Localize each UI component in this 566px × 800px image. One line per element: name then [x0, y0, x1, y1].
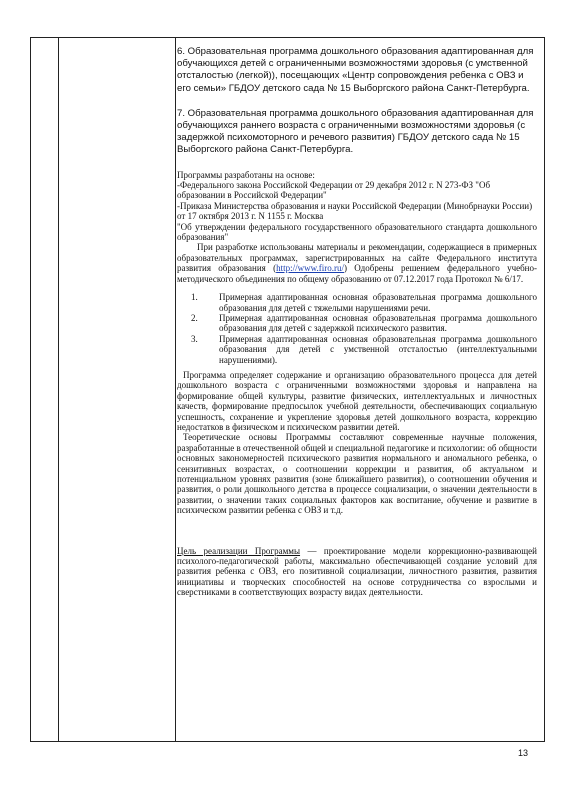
list-item-text: Примерная адаптированная основная образовательная программа дошкольного образования для детей с тяжелыми нарушениями речи. [219, 292, 537, 313]
list-item-text: Примерная адаптированная основная образовательная программа дошкольного образования для детей с задержкой психического развития. [219, 312, 537, 334]
column-divider [58, 38, 59, 741]
programs-list [177, 292, 537, 365]
basis-standard: "Об утверждении федерального государственного образовательного стандарта дошкольного образования" [177, 221, 537, 243]
program-defines-paragraph: Программа определяет содержание и организацию образовательного процесса для детей дошкольного возраста с ограниченными возможностями здоровья и направлена на формирование общей культуры, развитие физических, интеллектуальных и личностных качеств, формирование предпосылок учебной деятельности, обеспечивающих социальную успешность, сохранение и укрепление здоровья детей дошкольного возраста, коррекцию недостатков в физическом и психическом развитии детей. [177, 369, 537, 432]
list-item-number: 3. [191, 333, 198, 344]
basis-law: -Федерального закона Российской Федерации от 29 декабря 2012 г. N 273-ФЗ "Об образовании в Российской Федерации" [177, 180, 491, 201]
list-item [177, 313, 537, 334]
list-item [177, 292, 537, 313]
list-item-text: Примерная адаптированная основная образовательная программа дошкольного образования для детей с умственной отсталостью (интеллектуальными нарушениями). [219, 333, 537, 365]
materials-text-end: ) Одобрены решением федерального учебно-методического объединения по общему образованию от 07.12.2017 года Протокол № 6/17. [177, 263, 537, 284]
program-item-7: 7. Образовательная программа дошкольного образования адаптированная для обучающихся раннего возраста с ограниченными возможностями здоровья (с задержкой психомоторного и речевого развития) ГБДОУ детского сада № 15 Выборгского района Санкт-Петербурга. [177, 107, 534, 156]
list-item [177, 334, 537, 365]
list-item-number: 2. [191, 312, 198, 323]
basis-order: -Приказа Министерства образования и науки Российской Федерации (Минобрнауки России) от 17 октября 2013 г. N 1155 г. Москва [177, 200, 533, 222]
materials-paragraph [177, 242, 537, 284]
program-item-6: 6. Образовательная программа дошкольного образования адаптированная для обучающихся детей с ограниченными возможностями здоровья (с умственной отсталостью (легкой)), посещающих «Центр сопровождения ребенка с ОВЗ и его семьи» ГБДОУ детского сада № 15 Выборгского района Санкт-Петербурга. [177, 46, 534, 94]
goal-text: — проектирование модели коррекционно-развивающей психолого-педагогической работы, максимально обеспечивающей создание условий для развития ребенка с ОВЗ, его позитивной социализации, личностного развития, развития инициативы и творческих способностей на основе сотрудничества со взрослыми и сверстниками в соответствующих возрасту видах деятельности. [177, 545, 537, 598]
goal-title: Цель реализации Программы [177, 545, 301, 556]
table-frame [30, 37, 545, 742]
materials-text: При разработке использованы материалы и рекомендации, содержащиеся в примерных образовательных программах, зарегистрированных на сайте Федерального института развития образования ( [177, 242, 537, 274]
theory-paragraph: Теоретические основы Программы составляют современные научные положения, разработанные в отечественной общей и специальной педагогике и психологии: об общности основных закономерностей психического развития нормального и аномального ребенка, о сензитивных возрастах, о соотношении коррекции и развития, об актуальном и потенциальном уровнях развития (зоне ближайшего развития), о соотношении обучения и развития, о роли дошкольного детства в процессе социализации, о значении деятельности в развитии, о значении таких социальных факторов как воспитание, обучение и развитие в психическом развитии ребенка с ОВЗ и т.д. [177, 432, 537, 516]
firo-link[interactable]: http://www.firo.ru/ [276, 263, 344, 274]
goal-paragraph [177, 546, 537, 598]
basis-title: Программы разработаны на основе: [177, 169, 315, 180]
list-item-number: 1. [191, 292, 198, 303]
content-cell [177, 46, 537, 598]
column-divider [175, 38, 176, 741]
page-number: 13 [518, 748, 529, 758]
